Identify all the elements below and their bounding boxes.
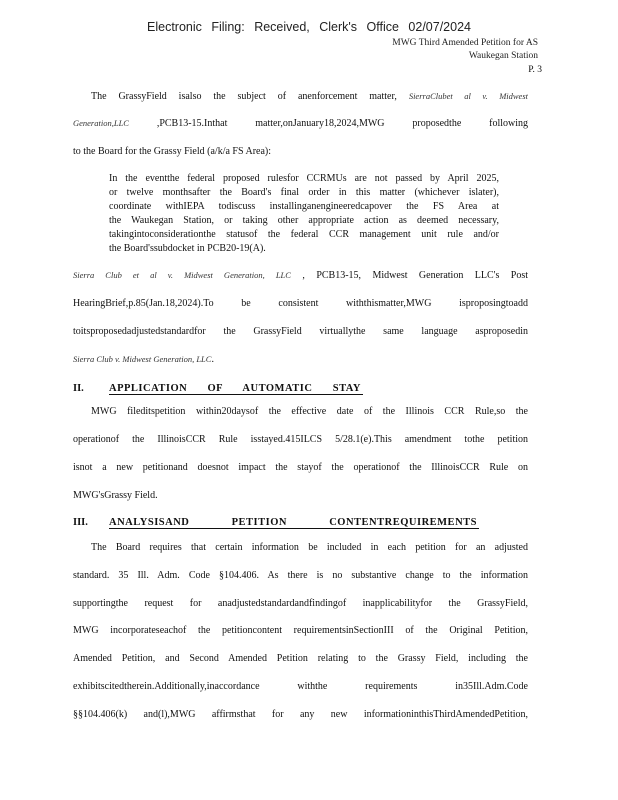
quote-line2: or twelve monthsafter the Board's final order in this matter (whichever islater), xyxy=(109,187,499,198)
section2-line4: MWG'sGrassy Field. xyxy=(73,490,158,501)
section-number: III. xyxy=(73,517,88,528)
quote-line5: takingintoconsiderationthe statusof the federal CCR management unit rule and/or xyxy=(109,229,499,240)
section3-line6: exhibitscitedtherein.Additionally,inaccordance withthe requirements in35Ill.Adm.Code xyxy=(73,681,528,692)
para1-line2-text: ,PCB13-15.Inthat matter,onJanuary18,2024,MWG proposedthe following xyxy=(156,118,528,129)
case-citation-italic: Sierra Club v. Midwest Generation, LLC xyxy=(73,354,212,364)
section-number: II. xyxy=(73,383,84,394)
section-title: APPLICATION OF AUTOMATIC STAY xyxy=(109,383,361,394)
para1-line1-text: The GrassyField isalso the subject of anenforcement matter, xyxy=(91,91,397,102)
cite-line3: toitsproposedadjustedstandardfor the GrassyField virtuallythe same language asproposedin xyxy=(73,326,528,337)
running-header-subtitle: Waukegan Station xyxy=(468,51,538,61)
quote-line4: the Waukegan Station, or taking other appropriate action as deemed necessary, xyxy=(109,215,499,226)
section3-line7: §§104.406(k) and(l),MWG affirmsthat for any new informationinthisThirdAmendedPetition, xyxy=(73,709,528,720)
para1-line2 xyxy=(73,118,528,129)
section3-line5: Amended Petition, and Second Amended Petition relating to the Grassy Field, including the xyxy=(73,653,528,664)
case-citation-italic: Sierra Club et al v. Midwest Generation, LLC xyxy=(73,270,291,280)
section3-line1: The Board requires that certain information be included in each petition for an adjusted xyxy=(91,542,528,553)
page-number: P. 3 xyxy=(528,65,542,75)
section2-line3: isnot a new petitionand doesnot impact the stayof the operationof the IllinoisCCR Rule on xyxy=(73,462,528,473)
section2-line2: operationof the IllinoisCCR Rule isstayed.415ILCS 5/28.1(e).This amendment tothe petition xyxy=(73,434,528,445)
section-title: ANALYSISAND PETITION CONTENTREQUIREMENTS xyxy=(109,517,477,528)
cite-line1-text: , PCB13-15, Midwest Generation LLC's Post xyxy=(302,270,528,281)
section-heading-ii xyxy=(73,383,363,395)
para1-line1 xyxy=(91,91,528,102)
case-citation-italic: SierraClubet al v. Midwest xyxy=(408,91,528,101)
cite-line4 xyxy=(73,354,528,365)
section3-line3: supportingthe request for anadjustedstandardandfindingof inapplicabilityfor the GrassyField, xyxy=(73,598,528,609)
running-header-title: MWG Third Amended Petition for AS xyxy=(392,38,538,48)
section-heading-iii xyxy=(73,517,479,529)
quote-line1: In the eventthe federal proposed rulesfor CCRMUs are not passed by April 2025, xyxy=(109,173,499,184)
cite-line2: HearingBrief,p.85(Jan.18,2024).To be consistent withthismatter,MWG isproposingtoadd xyxy=(73,298,528,309)
section3-line4: MWG incorporateseachof the petitioncontent requirementsinSectionIII of the Original Petition, xyxy=(73,625,528,636)
quote-line3: coordinate withIEPA todiscuss installinganengineeredcapover the FS Area at xyxy=(109,201,499,212)
section2-line1: MWG fileditspetition within20daysof the effective date of the Illinois CCR Rule,so the xyxy=(91,406,528,417)
cite-line4-period: . xyxy=(211,354,214,365)
para1-line3: to the Board for the Grassy Field (a/k/a FS Area): xyxy=(73,146,272,157)
case-citation-italic: Generation,LLC xyxy=(73,118,129,128)
quote-line6: the Board'ssubdocket in PCB20-19(A). xyxy=(109,243,266,254)
section3-line2: standard. 35 Ill. Adm. Code §104.406. As there is no substantive change to the information xyxy=(73,570,528,581)
filing-stamp: Electronic Filing: Received, Clerk's Office 02/07/2024 xyxy=(147,20,471,34)
cite-line1 xyxy=(73,270,528,281)
